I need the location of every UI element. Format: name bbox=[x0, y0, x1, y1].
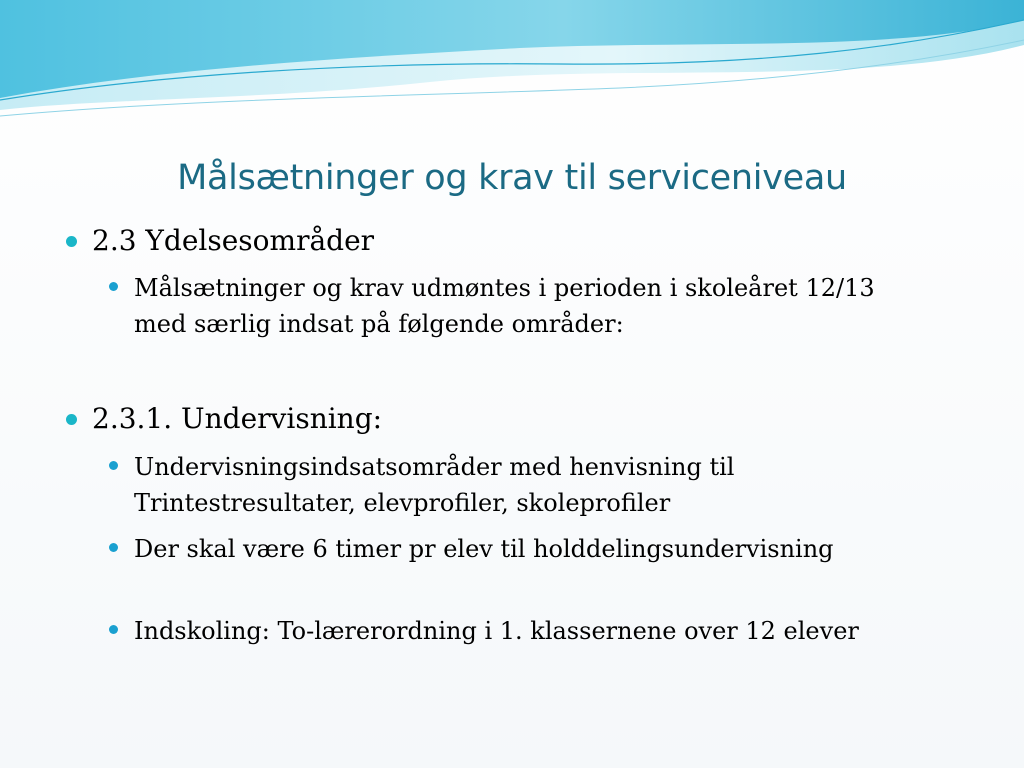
bullet-dot bbox=[66, 236, 77, 247]
section-heading-ydelsesomrader: 2.3 Ydelsesområder bbox=[92, 224, 375, 257]
bullet-dot bbox=[109, 625, 118, 634]
bullet-dot bbox=[109, 461, 118, 470]
list-item: Undervisningsindsatsområder med henvisning til Trintestresultater, elevprofiler, skoleprofiler bbox=[134, 453, 735, 517]
bullet-dot bbox=[109, 282, 118, 291]
list-item: Indskoling: To-lærerordning i 1. klassernene over 12 elever bbox=[134, 617, 859, 645]
list-item: Der skal være 6 timer pr elev til holddelingsundervisning bbox=[134, 535, 834, 563]
list-item: Målsætninger og krav udmøntes i perioden i skoleåret 12/13 med særlig indsat på følgende områder: bbox=[134, 274, 875, 338]
section-heading-undervisning: 2.3.1. Undervisning: bbox=[92, 402, 383, 435]
bullet-dot bbox=[66, 414, 77, 425]
slide-title: Målsætninger og krav til serviceniveau bbox=[177, 158, 847, 198]
bullet-dot bbox=[109, 543, 118, 552]
